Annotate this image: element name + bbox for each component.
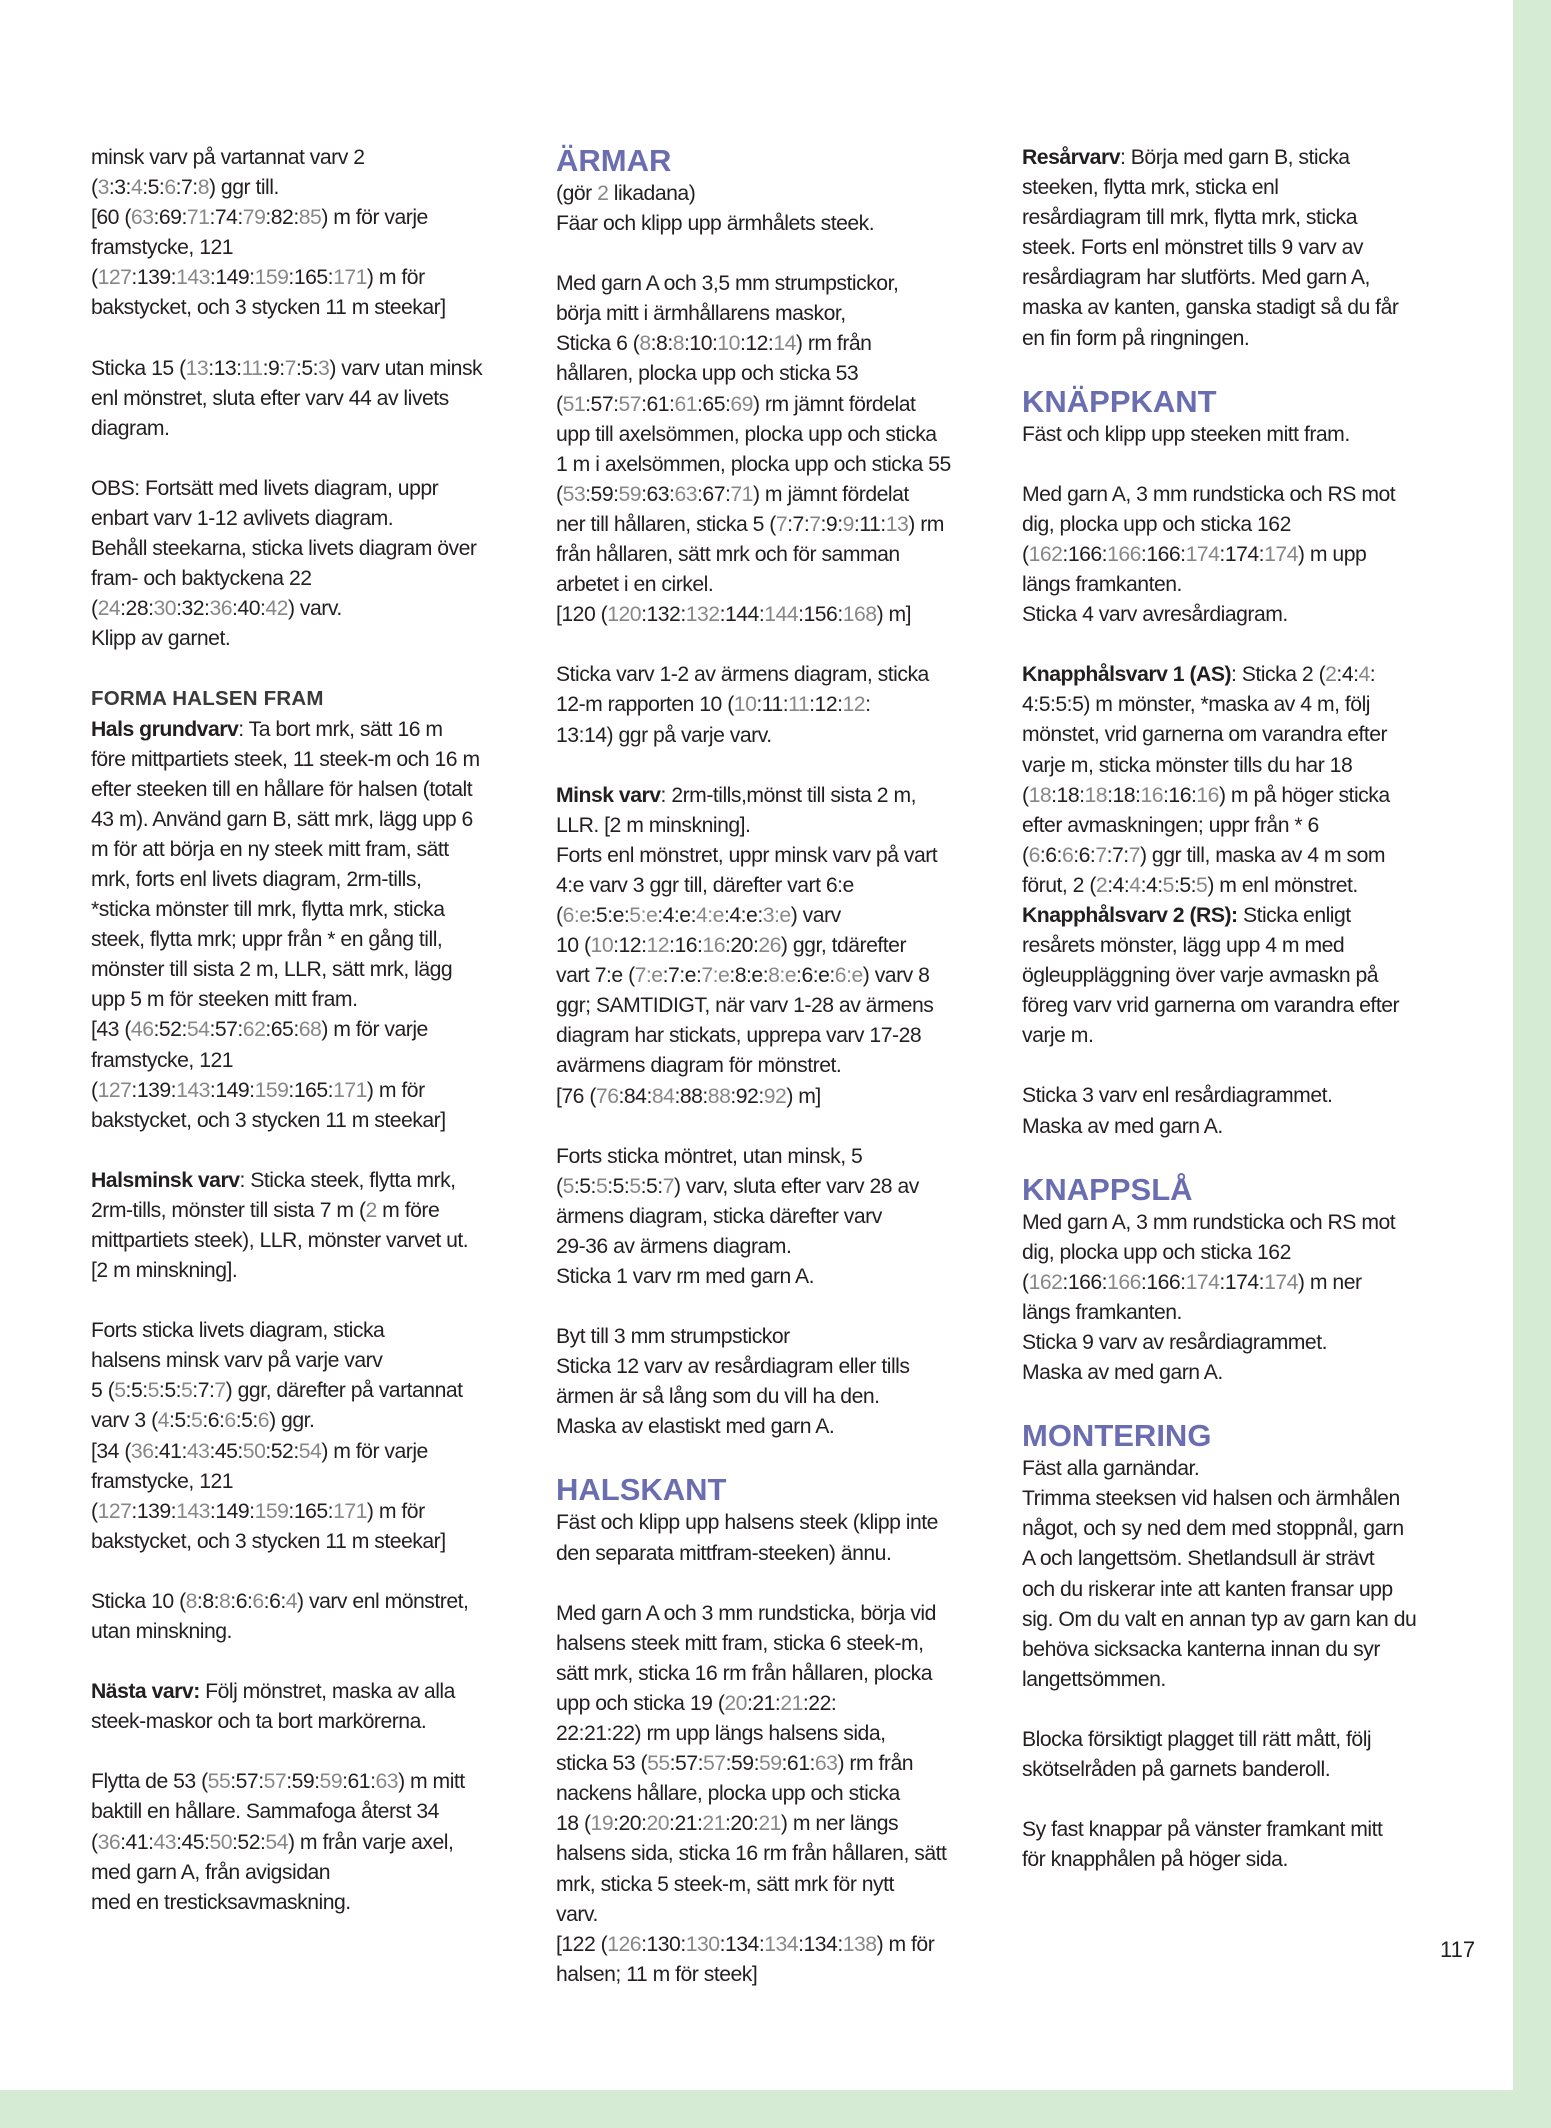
text-line: mönster till sista 2 m, LLR, sätt mrk, lägg [91,958,453,982]
text-line: med en tresticksavmaskning. [91,1890,351,1914]
text-line: Sticka varv 1-2 av ärmens diagram, sticka [556,663,929,687]
paragraph [1022,1725,1462,1785]
paragraph [91,354,531,444]
text-line: mrk, sticka 5 steek-m, sätt mrk för nytt [556,1872,894,1896]
text-line: (6:e:5:e:5:e:4:e:4:e:4:e:3:e) varv [556,903,841,927]
text-line: (127:139:143:149:159:165:171) m för [91,1499,425,1523]
text-line: Maska av med garn A. [1022,1361,1223,1385]
paragraph [1022,660,1462,901]
text-line: längs framkanten. [1022,1300,1182,1324]
heading-knappkant: KNÄPPKANT [1022,383,1217,419]
section-heading: FORMA HALSEN FRAM [91,687,324,711]
text-line: ggr; SAMTIDIGT, när varv 1-28 av ärmens [556,994,934,1018]
text-line: något, och sy ned dem med stoppnål, garn [1022,1517,1404,1541]
text-line: Sticka 3 varv enl resårdiagrammet. [1022,1084,1333,1108]
text-line: Behåll steekarna, sticka livets diagram över [91,537,477,561]
text-line: upp till axelsömmen, plocka upp och sticka [556,422,937,446]
text-line: den separata mittfram-steeken) ännu. [556,1541,892,1565]
text-line: diagram. [91,416,170,440]
text-line: *sticka mönster till mrk, flytta mrk, sticka [91,898,445,922]
paragraph [556,660,996,750]
paragraph [556,1599,996,1990]
text-line: (36:41:43:45:50:52:54) m från varje axel, [91,1830,454,1854]
text-line: ögleuppläggning över varje avmaskn på [1022,964,1379,988]
text-line: m för att börja en ny steek mitt fram, sätt [91,837,449,861]
text-line: Sy fast knappar på vänster framkant mitt [1022,1818,1383,1842]
paragraph [1022,420,1462,450]
text-line: Sticka 10 (8:8:8:6:6:6:4) varv enl mönstret, [91,1589,469,1613]
text-line: mrk, forts enl livets diagram, 2rm-tills, [91,867,422,891]
text-line: upp och sticka 19 (20:21:21:22: [556,1691,837,1715]
text-line: sätt mrk, sticka 16 rm från hållaren, plocka [556,1661,933,1685]
text-line: Klipp av garnet. [91,627,231,651]
text-line: Med garn A, 3 mm rundsticka och RS mot [1022,482,1396,506]
text-line: halsens steek mitt fram, sticka 6 steek-m, [556,1631,924,1655]
text-line: steek. Forts enl mönstret tills 9 varv av [1022,236,1364,260]
text-line: Forts enl mönstret, uppr minsk varv på vart [556,843,938,867]
text-line: [34 (36:41:43:45:50:52:54) m för varje [91,1439,428,1463]
bold-label: Knapphålsvarv 1 (AS) [1022,663,1232,687]
paragraph [1022,1208,1462,1389]
text-line: diagram har stickats, upprepa varv 17-28 [556,1024,922,1048]
text-line: Forts sticka möntret, utan minsk, 5 [556,1144,863,1168]
text-line: mönstet, vrid garnerna om varandra efter [1022,723,1388,747]
text-line: (162:166:166:166:174:174:174) m ner [1022,1270,1362,1294]
text-line: utan minskning. [91,1620,232,1644]
text-line: varv 3 (4:5:5:6:6:5:6) ggr. [91,1409,315,1433]
text-line: efter avmaskningen; uppr från * 6 [1022,813,1319,837]
text-line: arbetet i en cirkel. [556,573,714,597]
text-line: (5:5:5:5:5:5:7) varv, sluta efter varv 28 av [556,1174,919,1198]
bold-label: Nästa varv: [91,1680,200,1704]
text-line: maska av kanten, ganska stadigt så du får [1022,296,1399,320]
text-line: ärmen är så lång som du vill ha den. [556,1385,880,1409]
paragraph [91,1316,531,1557]
text-line: Med garn A och 3 mm rundsticka, börja vid [556,1601,936,1625]
text-line: Maska av elastiskt med garn A. [556,1415,835,1439]
text-line: varv. [556,1902,598,1926]
text-line: 43 m). Använd garn B, sätt mrk, lägg upp 6 [91,807,473,831]
column-3 [1022,143,1462,1905]
text-line: Blocka försiktigt plagget till rätt mått, följ [1022,1727,1372,1751]
text-line: med garn A, från avigsidan [91,1860,331,1884]
text-line: 13:14) ggr på varje varv. [556,723,772,747]
bold-label: Halsminsk varv [91,1168,240,1192]
text-line: framstycke, 121 [91,1469,234,1493]
text-line: efter steeken till en hållare för halsen (totalt [91,777,473,801]
text-line: Sticka 9 varv av resårdiagrammet. [1022,1331,1327,1354]
text-line: Minsk varv: 2rm-tills,mönst till sista 2 m, [556,783,917,807]
text-line: OBS: Fortsätt med livets diagram, uppr [91,476,439,500]
text-line: [122 (126:130:130:134:134:134:138) m för [556,1932,935,1956]
text-line: dig, plocka upp och sticka 162 [1022,1240,1291,1264]
paragraph [91,474,531,655]
text-line: enl mönstret, sluta efter varv 44 av livets [91,386,449,410]
paragraph [91,715,531,1136]
text-line: [120 (120:132:132:144:144:156:168) m] [556,603,912,627]
text-line: enbart varv 1-12 avlivets diagram. [91,506,394,530]
text-line: Nästa varv: Följ mönstret, maska av alla [91,1680,455,1704]
text-line: (3:3:4:5:6:7:8) ggr till. [91,176,279,200]
bold-label: Resårvarv [1022,146,1120,169]
paragraph [91,1166,531,1286]
text-line: 10 (10:12:12:16:16:20:26) ggr, tdärefter [556,934,907,958]
text-line: Halsminsk varv: Sticka steek, flytta mrk, [91,1168,456,1192]
text-line: minsk varv på vartannat varv 2 [91,146,365,169]
column-2 [556,143,996,2020]
text-line: avärmens diagram för mönstret. [556,1054,842,1078]
text-line: Resårvarv: Börja med garn B, sticka [1022,146,1350,169]
text-line: halsen; 11 m för steek] [556,1962,758,1986]
text-line: ärmens diagram, sticka därefter varv [556,1204,882,1228]
text-line: Fäst alla garnändar. [1022,1457,1200,1481]
text-line: halsens sida, sticka 16 rm från hållaren, sätt [556,1842,947,1866]
text-line: förut, 2 (2:4:4:4:5:5:5) m enl mönstret. [1022,873,1358,897]
text-line: Trimma steeksen vid halsen och ärmhålen [1022,1487,1400,1511]
text-line: A och langettsöm. Shetlandsull är strävt [1022,1547,1375,1571]
text-line: (gör 2 likadana) [556,182,696,205]
text-line: börja mitt i ärmhållarens maskor, [556,302,846,326]
text-line: bakstycket, och 3 stycken 11 m steekar] [91,296,446,320]
heading-montering: MONTERING [1022,1418,1212,1454]
text-line: (24:28:30:32:36:40:42) varv. [91,597,342,621]
text-line: 5 (5:5:5:5:5:7:7) ggr, därefter på vartannat [91,1379,463,1403]
text-line: 29-36 av ärmens diagram. [556,1234,792,1258]
text-line: langettsömmen. [1022,1667,1166,1691]
paragraph [1022,143,1462,354]
text-line: dig, plocka upp och sticka 162 [1022,512,1291,536]
bold-label: Knapphålsvarv 2 (RS): [1022,903,1238,927]
column-1 [91,143,531,1948]
text-line: Sticka 15 (13:13:11:9:7:5:3) varv utan minsk [91,356,483,380]
text-line: från hållaren, sätt mrk och för samman [556,543,900,567]
text-line: (127:139:143:149:159:165:171) m för [91,1078,425,1102]
text-line: hållaren, plocka upp och sticka 53 [556,362,859,386]
text-line: mittpartiets steek), LLR, mönster varvet ut. [91,1229,469,1252]
text-line: bakstycket, och 3 stycken 11 m steekar] [91,1529,446,1553]
text-line: Sticka 6 (8:8:8:10:10:12:14) rm från [556,332,872,356]
text-line: fram- och baktyckena 22 [91,567,312,591]
heading-knappsla: KNAPPSLÅ [1022,1171,1193,1207]
text-line: baktill en hållare. Sammafoga återst 34 [91,1800,439,1824]
paragraph [556,269,996,630]
text-line: Fäar och klipp upp ärmhålets steek. [556,212,875,236]
text-line: Sticka 12 varv av resårdiagram eller tills [556,1355,910,1379]
text-line: framstycke, 121 [91,236,234,260]
text-line: 1 m i axelsömmen, plocka upp och sticka 55 [556,452,951,476]
text-line: (162:166:166:166:174:174:174) m upp [1022,542,1367,566]
text-line: [43 (46:52:54:57:62:65:68) m för varje [91,1018,428,1042]
text-line: Fäst och klipp upp steeken mitt fram. [1022,422,1350,446]
text-line: behöva sicksacka kanterna innan du syr [1022,1637,1380,1661]
text-line: 4:5:5:5) m mönster, *maska av 4 m, följ [1022,693,1370,717]
paragraph [556,1322,996,1442]
paragraph [1022,1454,1462,1695]
text-line: steek, flytta mrk; uppr från * en gång till, [91,928,443,952]
text-line: (53:59:59:63:63:67:71) m jämnt fördelat [556,482,909,506]
text-line: och du riskerar inte att kanten fransar upp [1022,1577,1393,1601]
text-line: steeken, flytta mrk, sticka enl [1022,176,1279,200]
text-line: nackens hållare, plocka upp och sticka [556,1782,900,1806]
bold-label: Minsk varv [556,783,661,807]
text-line: Med garn A och 3,5 mm strumpstickor, [556,272,899,296]
text-line: Knapphålsvarv 2 (RS): Sticka enligt [1022,903,1351,927]
paragraph [556,1508,996,1568]
text-line: Flytta de 53 (55:57:57:59:59:61:63) m mitt [91,1770,465,1794]
text-line: en fin form på ringningen. [1022,326,1250,350]
text-line: 2rm-tills, mönster till sista 7 m (2 m före [91,1198,440,1222]
paragraph [556,179,996,239]
paragraph [1022,1081,1462,1141]
heading-halskant: HALSKANT [556,1472,727,1508]
text-line: före mittpartiets steek, 11 steek-m och 16 m [91,747,480,771]
text-line: Med garn A, 3 mm rundsticka och RS mot [1022,1210,1396,1234]
text-line: halsens minsk varv på varje varv [91,1349,383,1373]
paragraph [91,1767,531,1917]
text-line: Forts sticka livets diagram, sticka [91,1319,385,1343]
paragraph [556,1142,996,1292]
text-line: Maska av med garn A. [1022,1114,1223,1138]
text-line: varje m. [1022,1024,1094,1048]
heading-armar: ÄRMAR [556,143,672,178]
text-line: Knapphålsvarv 1 (AS): Sticka 2 (2:4:4: [1022,663,1376,687]
text-line: 4:e varv 3 ggr till, därefter vart 6:e [556,873,854,897]
text-line: steek-maskor och ta bort markörerna. [91,1710,427,1734]
text-line: (18:18:18:18:16:16:16) m på höger sticka [1022,783,1390,807]
text-line: resårdiagram till mrk, flytta mrk, sticka [1022,206,1358,230]
text-line: [60 (63:69:71:74:79:82:85) m för varje [91,206,428,230]
paragraph [91,1587,531,1647]
text-line: sig. Om du valt en annan typ av garn kan du [1022,1607,1417,1631]
text-line: längs framkanten. [1022,573,1182,597]
text-line: LLR. [2 m minskning]. [556,813,751,837]
paragraph [1022,901,1462,1051]
text-line: Byt till 3 mm strumpstickor [556,1325,790,1349]
text-line: bakstycket, och 3 stycken 11 m steekar] [91,1108,446,1132]
text-line: vart 7:e (7:e:7:e:7:e:8:e:8:e:6:e:6:e) varv 8 [556,964,930,988]
text-line: Hals grundvarv: Ta bort mrk, sätt 16 m [91,717,443,741]
text-line: Sticka 4 varv avresårdiagram. [1022,603,1288,627]
text-line: 18 (19:20:20:21:21:20:21) m ner längs [556,1812,899,1836]
text-line: resårets mönster, lägg upp 4 m med [1022,934,1345,958]
text-line: varje m, sticka mönster tills du har 18 [1022,753,1353,777]
text-line: för knapphålen på höger sida. [1022,1848,1288,1872]
text-line: skötselråden på garnets banderoll. [1022,1758,1331,1782]
paragraph [1022,480,1462,630]
text-line: Fäst och klipp upp halsens steek (klipp inte [556,1511,938,1535]
text-line: 22:21:22) rm upp längs halsens sida, [556,1722,886,1746]
paragraph [556,781,996,1112]
text-line: [76 (76:84:84:88:88:92:92) m] [556,1084,821,1108]
text-line: 12-m rapporten 10 (10:11:11:12:12: [556,693,871,717]
text-line: föreg varv vrid garnerna om varandra efter [1022,994,1400,1018]
text-line: (127:139:143:149:159:165:171) m för [91,266,425,290]
text-line: Sticka 1 varv rm med garn A. [556,1265,815,1288]
text-line: upp 5 m för steeken mitt fram. [91,988,358,1012]
page-number: 117 [1440,1937,1476,1962]
text-line: ner till hållaren, sticka 5 (7:7:7:9:9:11:13) rm [556,512,944,536]
text-line: (6:6:6:6:7:7:7) ggr till, maska av 4 m som [1022,843,1386,867]
paragraph [91,1677,531,1737]
text-line: framstycke, 121 [91,1048,234,1072]
paragraph [1022,1815,1462,1875]
text-line: [2 m minskning]. [91,1259,238,1283]
paragraph [91,143,531,324]
text-line: sticka 53 (55:57:57:59:59:61:63) rm från [556,1752,914,1776]
text-line: (51:57:57:61:61:65:69) rm jämnt fördelat [556,392,916,416]
bold-label: Hals grundvarv [91,717,239,741]
text-line: resårdiagram har slutförts. Med garn A, [1022,266,1370,290]
